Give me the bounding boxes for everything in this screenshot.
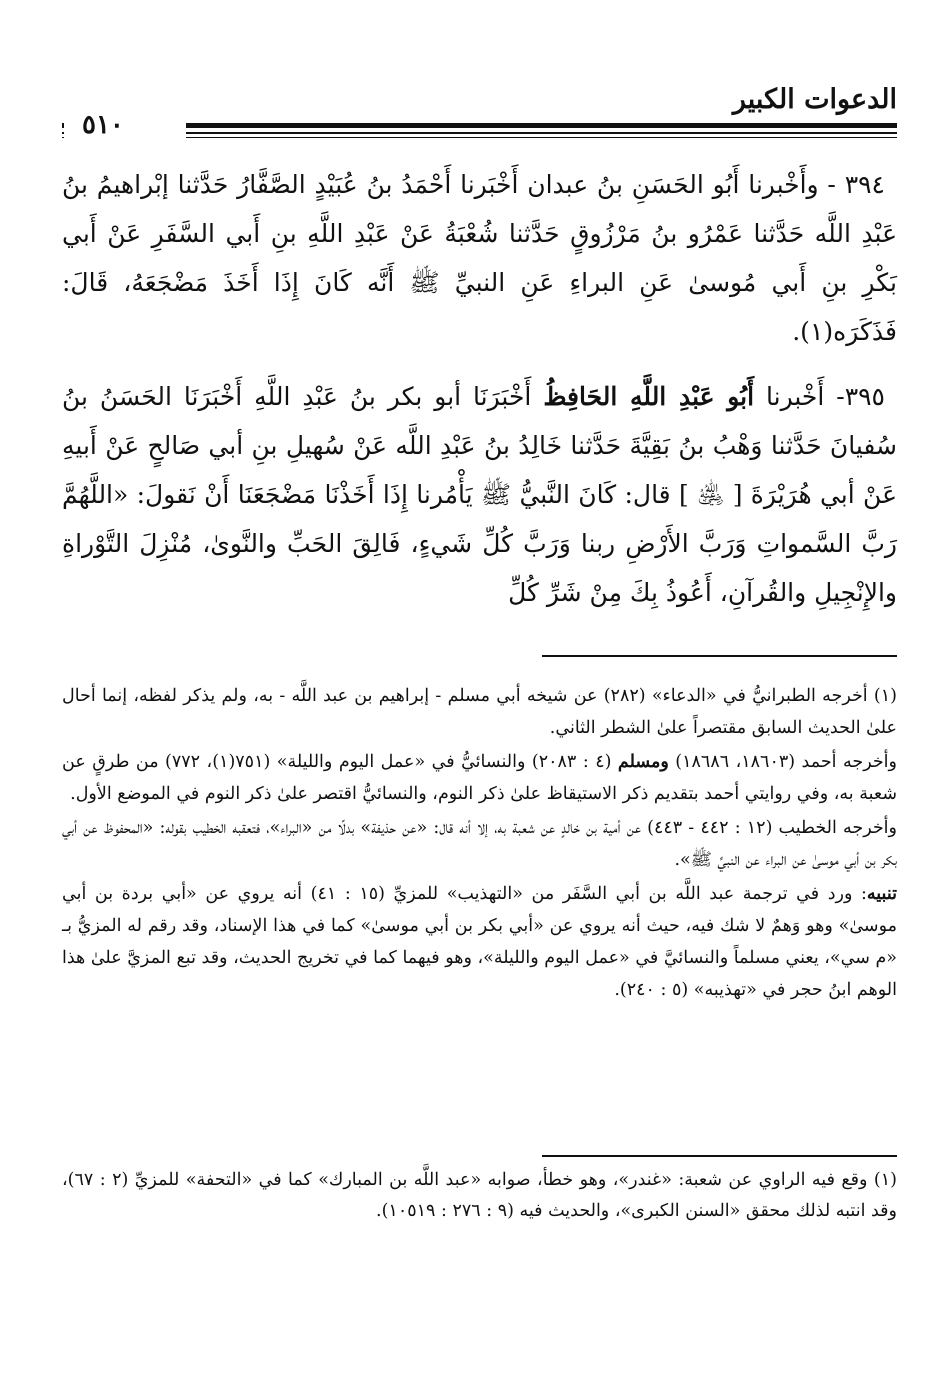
footnote-1-d-text: : ورد في ترجمة عبد اللَّه بن أبي السَّفَر من «التهذيب» للمزيِّ (١٥ : ٤١) أنه يروي عن «أبي بردة بن أبي موسىٰ» وهو وَهمٌ لا شك فيه، حيث أنه يروي عن «أبي بكر بن أبي موسىٰ» كما في هذا الإسناد، وقد رقم له المزيُّ بـ «م سي»، يعني مسلماً والنسائيَّ في «عمل اليوم والليلة»، وهو فيهما كما في تخريج الحديث، وقد تبع المزيَّ علىٰ هذا الوهم ابنُ حجر في «تهذيبه» (٥ : ٢٤٠). bbox=[62, 884, 897, 1000]
header-rule-thin bbox=[62, 132, 897, 134]
footnote-1-a: (١) أخرجه الطبرانيُّ في «الدعاء» (٢٨٢) عن شيخه أبي مسلم - إبراهيم بن عبد اللَّه - به، ولم يذكر لفظه، إنما أحال علىٰ الحديث السابق مقتصراً علىٰ الشطر الثاني. bbox=[62, 686, 897, 738]
header-rule-gap bbox=[168, 119, 186, 143]
footnote-1-b-pre: وأخرجه أحمد (١٨٦٠٣، ١٨٦٨٦) bbox=[668, 752, 897, 772]
footnote-2: (١) وقع فيه الراوي عن شعبة: «غندر»، وهو خطأ، صوابه «عبد اللَّه بن المبارك» كما في «التحفة» للمزيِّ (٢ : ٦٧)، وقد انتبه لذلك محقق «السنن الكبرى»، والحديث فيه (٩ : ٢٧٦ : ١٠٥١٩). bbox=[62, 1170, 897, 1221]
running-head-title: الدعوات الكبير bbox=[732, 84, 897, 115]
footnote-1-b-bold: ومسلم bbox=[617, 752, 669, 772]
footnotes-block-2 bbox=[62, 1165, 897, 1227]
hadith-395-narrator: أَبُو عَبْدِ اللَّهِ الحَافِظُ bbox=[543, 382, 755, 411]
footnote-1-b-post: (٤ : ٢٠٨٣) والنسائيُّ في «عمل اليوم والليلة» (٧٥١(١)، ٧٧٢) من طرقٍ عن شعبة به، وفي روايتي أحمد بتقديم ذكر الاستيقاظ علىٰ ذكر النوم، والنسائيُّ اقتصر علىٰ ذكر النوم في الموضع الأول. bbox=[62, 752, 897, 804]
page-number: ٥١٠ bbox=[82, 110, 124, 140]
footnote-separator bbox=[542, 655, 897, 657]
hadith-395-prefix: ٣٩٥- أَخْبرنا bbox=[754, 382, 885, 411]
header-rule-thin-lower bbox=[62, 137, 897, 138]
footnote-1-b bbox=[62, 746, 897, 810]
hadith-395 bbox=[62, 372, 897, 617]
hadith-394: ٣٩٤ - وأَخْبرنا أَبُو الحَسَنِ بنُ عبدان أَخْبَرنا أَحْمَدُ بنُ عُبَيْدٍ الصَّفَّارُ حَدَّثنا إبْراهيمُ بنُ عَبْدِ اللَّه حَدَّثنا عَمْرُو بنُ مَرْزُوقٍ حَدَّثنا شُعْبَةُ عَنْ عَبْدِ اللَّهِ بنِ أَبي السَّفَرِ عَنْ أَبي بَكْرِ بنِ أَبي مُوسىٰ عَنِ البراءِ عَنِ النبيِّ ﷺ أَنَّه كَانَ إِذَا أَخَذَ مَضْجَعَهُ، قَالَ: فَذَكَرَه(١). bbox=[62, 170, 897, 346]
header-rule-thick bbox=[62, 123, 897, 128]
hadith-395-text: أَخْبَرَنَا أبو بكر بنُ عَبْدِ اللَّهِ أَخْبَرَنَا الحَسَنُ بنُ سُفيانَ حَدَّثنا وَهْبُ بنُ بَقِيَّةَ حَدَّثنا خَالِدُ بنُ عَبْدِ اللَّه عَنْ سُهيلِ بنِ أبي صَالحٍ عَنْ أَبيهِ عَنْ أبي هُرَيْرَةَ [ ﵁ ] قال: كَانَ النَّبيُّ ﷺ يَأْمُرنا إِذَا أَخَذْنَا مَضْجَعَنَا أَنْ نَقولَ: «اللَّهُمَّ رَبَّ السَّمواتِ وَرَبَّ الأَرْضِ ربنا وَرَبَّ كُلِّ شَيءٍ، فَالِقَ الحَبِّ والنَّوىٰ، مُنْزِلَ التَّوْراةِ والإِنْجِيلِ والقُرآنِ، أَعُوذُ بِكَ مِنْ شَرِّ كُلِّ bbox=[62, 382, 897, 607]
main-text bbox=[62, 160, 897, 633]
header-rule bbox=[62, 110, 897, 143]
footnote-separator-2 bbox=[542, 1155, 897, 1157]
footnotes-block bbox=[62, 680, 897, 1008]
footnote-1-d-label: تنبيه bbox=[866, 884, 897, 904]
page-number-box bbox=[64, 110, 168, 145]
book-page bbox=[62, 0, 897, 1374]
footnote-1-c: وأخرجه الخطيب (١٢ : ٤٤٢ - ٤٤٣) عن أمية بن خالدٍ عن شعبة به، إلا أنه قال: «عن حذيفة» بدلًا من «البراء»، فتعقبه الخطيب بقوله: «المحفوظ عن أبي بكر بن أبي موسىٰ عن البراء عن النبيِّ ﷺ». bbox=[62, 818, 897, 870]
footnote-1-d bbox=[62, 878, 897, 1006]
